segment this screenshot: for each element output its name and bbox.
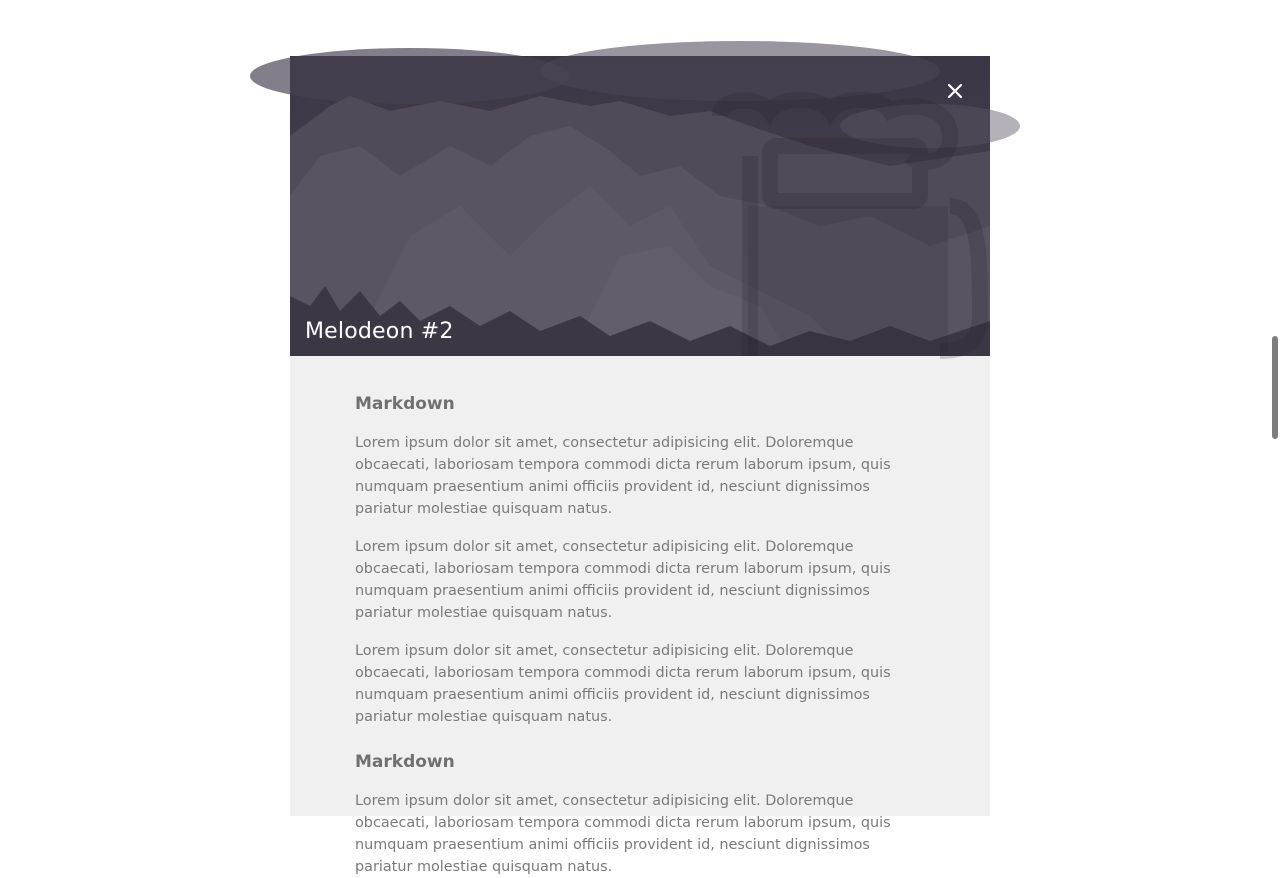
scrollbar-thumb[interactable] (1272, 336, 1278, 439)
body-paragraph: Lorem ipsum dolor sit amet, consectetur adipisicing elit. Doloremque obcaecati, laboriosam tempora commodi dicta rerum laborum ipsum, quis numquam praesentium animi officiis provident id, nesciunt dignissimos pariatur molestiae quisquam natus. (355, 793, 891, 875)
close-button[interactable] (944, 80, 966, 102)
body-paragraph: Lorem ipsum dolor sit amet, consectetur adipisicing elit. Doloremque obcaecati, laboriosam tempora commodi dicta rerum laborum ipsum, quis numquam praesentium animi officiis provident id, nesciunt dignissimos pariatur molestiae quisquam natus. (355, 643, 891, 725)
section-heading: Markdown (355, 752, 455, 772)
modal-body (290, 356, 990, 878)
hero-banner (290, 56, 990, 356)
close-icon (944, 80, 966, 102)
mountain-landscape-image (290, 56, 990, 356)
modal-title: Melodeon #2 (305, 319, 454, 344)
modal (290, 56, 990, 875)
body-paragraph: Lorem ipsum dolor sit amet, consectetur adipisicing elit. Doloremque obcaecati, laboriosam tempora commodi dicta rerum laborum ipsum, quis numquam praesentium animi officiis provident id, nesciunt dignissimos pariatur molestiae quisquam natus. (355, 435, 891, 517)
section-heading: Markdown (355, 394, 455, 414)
body-paragraph: Lorem ipsum dolor sit amet, consectetur adipisicing elit. Doloremque obcaecati, laboriosam tempora commodi dicta rerum laborum ipsum, quis numquam praesentium animi officiis provident id, nesciunt dignissimos pariatur molestiae quisquam natus. (355, 539, 891, 621)
